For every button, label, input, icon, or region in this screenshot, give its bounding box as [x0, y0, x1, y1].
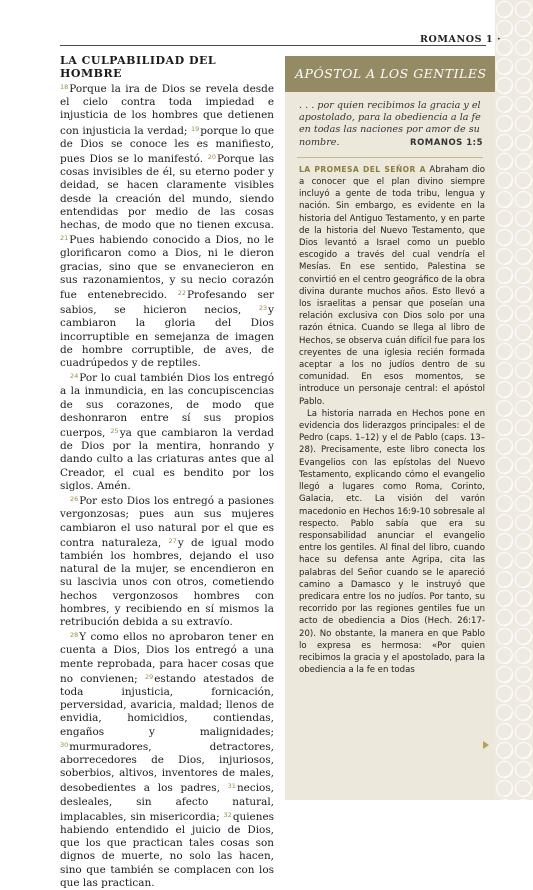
verse-text: quienes habiendo entendido el juicio de Dios, que los que practican tales cosas son dignos de muerte, no solo las hacen, sino que también se complacen con los que las practican.: [60, 810, 274, 889]
verse-text: y cambiaron la gloria del Dios incorruptible en semejanza de imagen de hombre corruptible, de aves, de cuadrúpedos y de reptiles.: [60, 304, 274, 370]
verse-number: 24: [70, 372, 79, 381]
sidebar-paragraph-text: Abraham dio a conocer que el plan divino siempre incluyó a gente de toda tribu, lengua y nación. Sin embargo, es evidente en la historia del Antiguo Testamento, y en parte de la historia del Nuevo Testamento, que Dios levantó a Israel como un pueblo escogido a través del cual vendría el Mesías. En ese sentido, Palestina se convirtió en el centro geográfico de la obra divina durante muchos años. Esto llevó a los israelitas a pensar que poseían una relación exclusiva con Dios solo por una razón étnica. Cuando se llega al libro de Hechos, se observa cuán difícil fue para los creyentes de una iglesia recién formada aceptar a los no judíos dentro de su comunidad. En esos momentos, se introduce un personaje central: el apóstol Pablo.: [299, 164, 485, 407]
verse-text: ya que cambiaron la verdad de Dios por la mentira, honrando y dando culto a las criaturas antes que al Creador, el cual es bendito por los siglos. Amén.: [60, 427, 274, 492]
lead-in: LA PROMESA DEL SEÑOR A: [299, 164, 426, 174]
verse-number: 30: [60, 740, 69, 749]
verse-text: Y como ellos no aprobaron tener en cuenta a Dios, Dios los entregó a una mente reprobada, para hacer cosas que no convienen;: [60, 631, 274, 685]
verse-number: 26: [70, 495, 79, 504]
sidebar-quote: [285, 92, 495, 149]
verse-number: 28: [70, 631, 79, 640]
verse-text: murmuradores, detractores, aborrecedores de Dios, injuriosos, soberbios, altivos, inventores de males, desobedientes a los padres,: [60, 740, 274, 795]
verse-text: Pues habiendo conocido a Dios, no le glorificaron como a Dios, ni le dieron gracias, sino que se envanecieron en sus razonamientos, y su necio corazón fue entenebrecido.: [60, 234, 274, 302]
scripture-paragraph: [60, 81, 274, 370]
quote-divider: [297, 157, 483, 158]
scripture-column: [60, 54, 274, 890]
verse-text: y de igual modo también los hombres, dejando el uso natural de la mujer, se encendieron en su lascivia unos con otros, cometiendo hechos vergonzosos hombres con hombres, y recibiendo en sí mismos la retribución debida a su extravío.: [60, 536, 274, 628]
sidebar-article: [285, 56, 495, 800]
verse-number: 19: [190, 124, 200, 133]
verse-number: 29: [144, 672, 154, 681]
verse-number: 18: [60, 83, 69, 91]
quote-text: . . . por quien recibimos la gracia y el apostolado, para la obediencia a la fe en todas las naciones por amor de su nombre.: [299, 100, 481, 148]
verse-number: 21: [60, 234, 69, 243]
verse-number: 25: [110, 427, 119, 436]
scripture-text: [60, 81, 274, 890]
sidebar-body: [285, 164, 495, 677]
scripture-paragraph: [60, 370, 274, 493]
verse-number: 27: [168, 536, 177, 545]
sidebar-paragraph: La historia narrada en Hechos pone en evidencia dos liderazgos principales: el de Pedro (caps. 1–12) y el de Pablo (caps. 13–28). Precisamente, este libro conecta los Evangelios con las epístolas del Nuevo Testamento, explicando cómo el evangelio llegó a lugares como Roma, Corinto, Galacia, etc. La visión del varón macedonio en Hechos 16:9-10 sobresale al respecto. Pablo sabía que era su responsabilidad anunciar el evangelio entre los gentiles. Al final del libro, cuando hace su defensa ante Agripa, cita las palabras del Señor cuando se le apareció camino a Damasco y le instruyó que predicara entre los no judíos. Por tanto, su recorrido por las regiones gentiles fue un acto de obediencia a Dios (Hech. 26:17-20). No obstante, la manera en que Pablo lo expresa es hermosa: «Por quien recibimos la gracia y el apostolado, para la obediencia a la fe en todas: [299, 408, 485, 676]
verse-number: 31: [227, 782, 236, 791]
scripture-paragraph: [60, 629, 274, 890]
verse-text: estando atestados de toda injusticia, fornicación, perversidad, avaricia, maldad; llenos de envidia, homicidios, contiendas, engaños y malignidades;: [60, 672, 274, 738]
decorative-border-pattern: [495, 0, 533, 800]
verse-text: Por lo cual también Dios los entregó a la inmundicia, en las concupiscencias de sus corazones, de modo que deshonraron entre sí sus propios cuerpos,: [60, 372, 274, 440]
verse-text: Por esto Dios los entregó a pasiones vergonzosas; pues aun sus mujeres cambiaron el uso natural por el que es contra naturaleza,: [60, 495, 274, 549]
verse-text: porque lo que de Dios se conoce les es manifiesto, pues Dios se lo manifestó.: [60, 124, 274, 166]
verse-text: Profesando ser sabios, se hicieron necios,: [60, 289, 274, 317]
section-title: LA CULPABILIDAD DEL HOMBRE: [60, 54, 217, 80]
sidebar-paragraph: [299, 164, 485, 408]
continue-arrow-icon[interactable]: [483, 741, 489, 749]
verse-text: Porque la ira de Dios se revela desde el cielo contra toda impiedad e injusticia de los hombres que detienen con injusticia la verdad;: [60, 83, 274, 137]
verse-text: necios, desleales, sin afecto natural, implacables, sin misericordia;: [60, 782, 274, 823]
sidebar-banner-title: APÓSTOL A LOS GENTILES: [285, 56, 495, 92]
verse-number: 32: [223, 810, 232, 819]
verse-number: 20: [207, 153, 216, 162]
header-rule: [60, 45, 486, 46]
running-head: ROMANOS 1 ·: [419, 34, 501, 45]
verse-text: Porque las cosas invisibles de él, su eterno poder y deidad, se hacen claramente visibles desde la creación del mundo, siendo entendidas por medio de las cosas hechas, de modo que no tienen excusa.: [60, 153, 274, 232]
verse-number: 22: [177, 289, 187, 298]
verse-number: 23: [258, 304, 268, 313]
scripture-paragraph: [60, 493, 274, 629]
quote-reference: ROMANOS 1:5: [410, 137, 483, 148]
